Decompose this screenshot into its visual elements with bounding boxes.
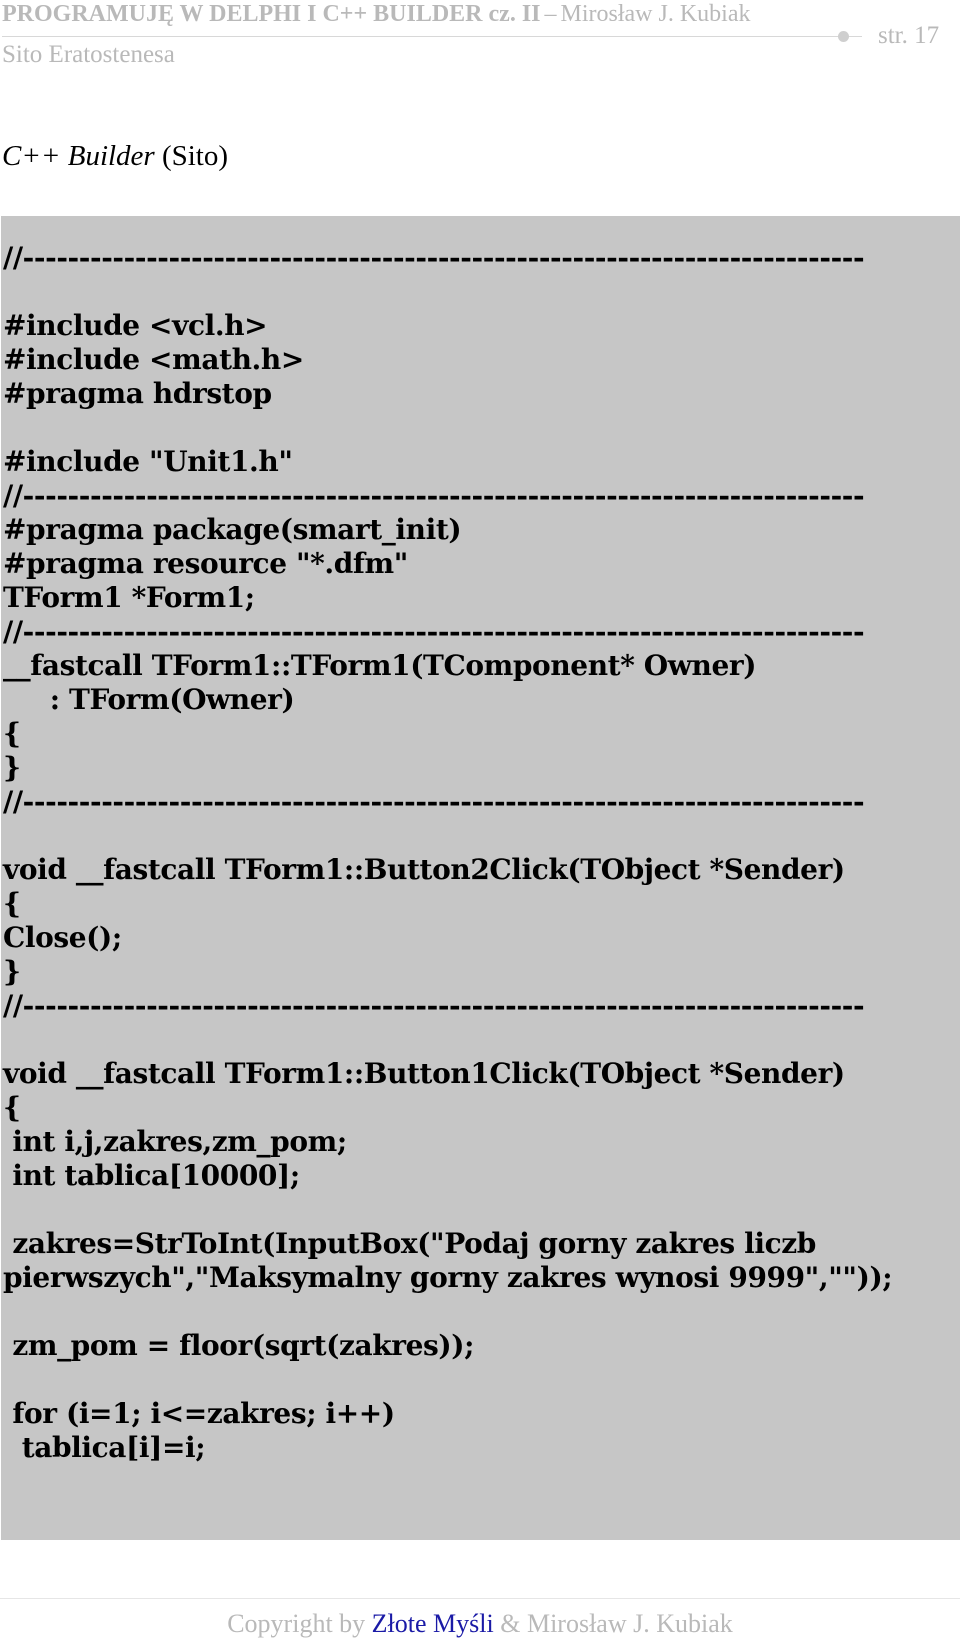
code-line: #include <vcl.h> xyxy=(3,309,268,342)
code-line: //--------------------------------------------------------------------------- xyxy=(3,785,865,818)
bullet-icon xyxy=(838,31,849,42)
code-line: //--------------------------------------------------------------------------- xyxy=(3,989,865,1022)
title-separator: – xyxy=(544,1,557,27)
code-line: { xyxy=(3,887,21,920)
code-line: int tablica[10000]; xyxy=(3,1159,300,1192)
copyright-prefix: Copyright by xyxy=(227,1609,366,1638)
page-number: str. 17 xyxy=(878,22,940,49)
code-listing xyxy=(1,216,960,1540)
code-line: } xyxy=(3,751,21,784)
running-title xyxy=(2,1,750,28)
code-line: zakres=StrToInt(InputBox("Podaj gorny zakres liczb xyxy=(3,1227,816,1260)
code-line: { xyxy=(3,717,21,750)
header-author: Mirosław J. Kubiak xyxy=(560,1,751,27)
code-line: zm_pom = floor(sqrt(zakres)); xyxy=(3,1329,475,1362)
code-line: : TForm(Owner) xyxy=(3,683,295,716)
footer-author: & Mirosław J. Kubiak xyxy=(500,1609,733,1638)
code-line: #include "Unit1.h" xyxy=(3,445,293,478)
page-footer xyxy=(0,1609,960,1639)
section-program-name: (Sito) xyxy=(161,140,229,172)
code-line: { xyxy=(3,1091,21,1124)
footer-divider xyxy=(0,1598,960,1599)
section-language: C++ Builder xyxy=(2,140,155,172)
code-line: #include <math.h> xyxy=(3,343,304,376)
page-header xyxy=(2,0,958,80)
code-line: void __fastcall TForm1::Button1Click(TObject *Sender) xyxy=(3,1057,845,1090)
code-line: //--------------------------------------------------------------------------- xyxy=(3,615,865,648)
code-line: //--------------------------------------------------------------------------- xyxy=(3,479,865,512)
book-title: PROGRAMUJĘ W DELPHI I C++ BUILDER cz. II xyxy=(2,1,541,27)
code-line: for (i=1; i<=zakres; i++) xyxy=(3,1397,395,1430)
code-line: __fastcall TForm1::TForm1(TComponent* Owner) xyxy=(3,649,757,682)
code-line: tablica[i]=i; xyxy=(3,1431,206,1464)
code-line: void __fastcall TForm1::Button2Click(TObject *Sender) xyxy=(3,853,845,886)
code-line: #pragma hdrstop xyxy=(3,377,272,410)
publisher-link[interactable]: Złote Myśli xyxy=(371,1609,494,1638)
code-line: pierwszych","Maksymalny gorny zakres wynosi 9999","")); xyxy=(3,1261,893,1294)
code-line: int i,j,zakres,zm_pom; xyxy=(3,1125,347,1158)
chapter-title: Sito Eratostenesa xyxy=(2,41,175,68)
code-line: #pragma package(smart_init) xyxy=(3,513,462,546)
code-line: Close(); xyxy=(3,921,122,954)
code-line: #pragma resource "*.dfm" xyxy=(3,547,408,580)
header-divider xyxy=(2,36,862,37)
section-heading xyxy=(2,140,228,173)
code-line: } xyxy=(3,955,21,988)
code-line: TForm1 *Form1; xyxy=(3,581,255,614)
code-line: //--------------------------------------------------------------------------- xyxy=(3,241,865,274)
